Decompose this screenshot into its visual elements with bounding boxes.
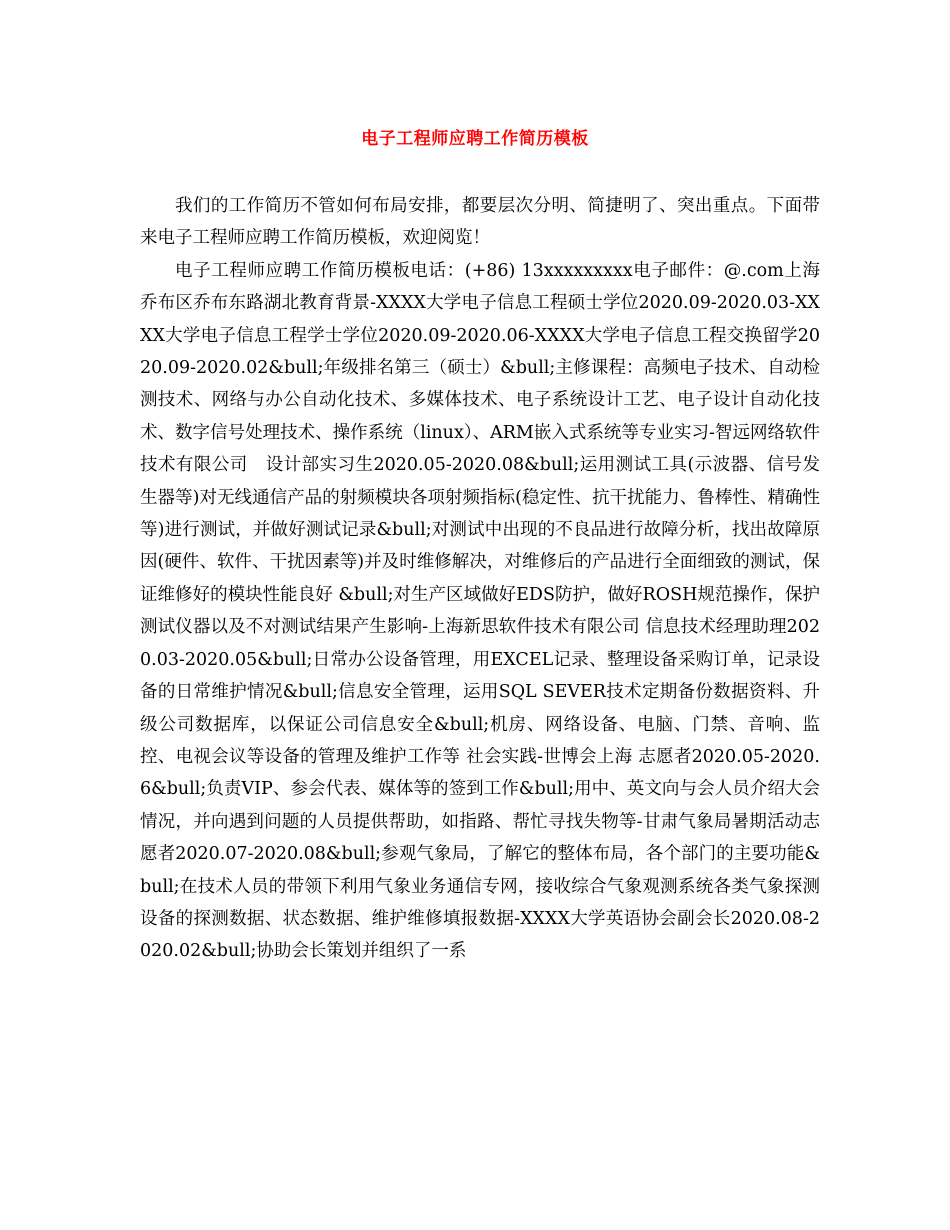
document-title: 电子工程师应聘工作简历模板 xyxy=(361,129,589,149)
document-body xyxy=(140,190,820,968)
intro-paragraph: 我们的工作简历不管如何布局安排，都要层次分明、简捷明了、突出重点。下面带来电子工程师应聘工作简历模板，欢迎阅览！ xyxy=(140,196,820,249)
resume-paragraph: 电子工程师应聘工作简历模板电话：(+86) 13xxxxxxxxx电子邮件：@.com上海乔布区乔布东路湖北教育背景-XXXX大学电子信息工程硕士学位2020.09-2020.03-XXXX大学电子信息工程学士学位2020.09-2020.06-XXXX大学电子信息工程交换留学2020.09-2020.02&bull;年级排名第三（硕士）&bull;主修课程：高频电子技术、自动检测技术、网络与办公自动化技术、多媒体技术、电子系统设计工艺、电子设计自动化技术、数字信号处理技术、操作系统（linux）、ARM嵌入式系统等专业实习-智远网络软件技术有限公司 设计部实习生2020.05-2020.08&bull;运用测试工具(示波器、信号发生器等)对无线通信产品的射频模块各项射频指标(稳定性、抗干扰能力、鲁棒性、精确性等)进行测试，并做好测试记录&bull;对测试中出现的不良品进行故障分析，找出故障原因(硬件、软件、干扰因素等)并及时维修解决，对维修后的产品进行全面细致的测试，保证维修好的模块性能良好 &bull;对生产区域做好EDS防护，做好ROSH规范操作，保护测试仪器以及不对测试结果产生影响-上海新思软件技术有限公司 信息技术经理助理2020.03-2020.05&bull;日常办公设备管理，用EXCEL记录、整理设备采购订单，记录设备的日常维护情况&bull;信息安全管理，运用SQL SEVER技术定期备份数据资料、升级公司数据库，以保证公司信息安全&bull;机房、网络设备、电脑、门禁、音响、监控、电视会议等设备的管理及维护工作等 社会实践-世博会上海 志愿者2020.05-2020.6&bull;负责VIP、参会代表、媒体等的签到工作&bull;用中、英文向与会人员介绍大会情况，并向遇到问题的人员提供帮助，如指路、帮忙寻找失物等-甘肃气象局暑期活动志愿者2020.07-2020.08&bull;参观气象局，了解它的整体布局，各个部门的主要功能&bull;在技术人员的带领下利用气象业务通信专网，接收综合气象观测系统各类气象探测设备的探测数据、状态数据、维护维修填报数据-XXXX大学英语协会副会长2020.08-2020.02&bull;协助会长策划并组织了一系 xyxy=(140,260,820,962)
